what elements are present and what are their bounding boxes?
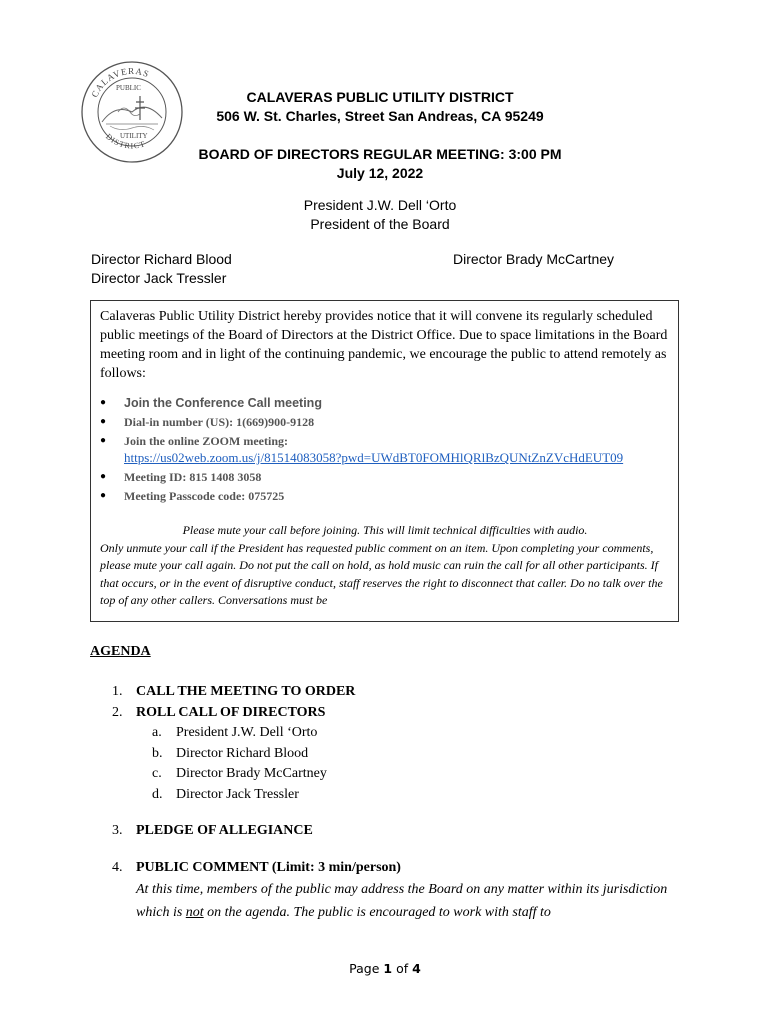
page-total: 4 bbox=[412, 961, 421, 976]
agenda-item-number: 3. bbox=[112, 823, 123, 838]
remote-attendance-notice bbox=[90, 300, 679, 622]
roll-name: Director Richard Blood bbox=[176, 745, 309, 761]
agenda-title: AGENDA bbox=[90, 644, 151, 659]
roll-call-entry bbox=[152, 785, 672, 806]
agenda-list bbox=[112, 682, 672, 924]
agenda-item-number: 1. bbox=[112, 684, 123, 699]
president-title: President of the Board bbox=[310, 216, 450, 232]
meeting-title: BOARD OF DIRECTORS REGULAR MEETING: 3:00 PM bbox=[198, 146, 562, 162]
mute-line: Please mute your call before joining. This will limit technical difficulties with audio. bbox=[182, 523, 588, 537]
agenda-item-label: PUBLIC COMMENT (Limit: 3 min/person) bbox=[136, 859, 401, 875]
page-footer bbox=[0, 961, 770, 976]
president-name: President J.W. Dell ‘Orto bbox=[303, 197, 457, 213]
agenda-item-number: 2. bbox=[112, 704, 123, 720]
director-jack-tressler: Director Jack Tressler bbox=[91, 270, 227, 286]
president-block bbox=[150, 196, 610, 234]
agenda-item-label: CALL THE MEETING TO ORDER bbox=[136, 684, 356, 699]
roll-call-entry bbox=[152, 723, 672, 744]
seal-mid-text: PUBLIC bbox=[116, 84, 141, 92]
bullet-dial-in: ● Dial-in number (US): 1(669)900-9128 bbox=[100, 414, 670, 430]
roll-name: President J.W. Dell ‘Orto bbox=[176, 725, 318, 740]
roll-letter: c. bbox=[152, 766, 162, 781]
roll-call-list bbox=[152, 723, 672, 805]
agenda-item-public-comment bbox=[112, 858, 672, 879]
zoom-label: Join the online ZOOM meeting: bbox=[124, 434, 288, 448]
of-word: of bbox=[396, 961, 409, 976]
meeting-date: July 12, 2022 bbox=[336, 165, 424, 181]
document-header bbox=[150, 88, 610, 183]
desc-part: At this time, members of the public may address the Board on any matter within its jurisdiction which is bbox=[136, 882, 668, 920]
agenda-item-label: PLEDGE OF ALLEGIANCE bbox=[136, 823, 313, 838]
agenda-item-roll-call bbox=[112, 703, 672, 724]
roll-letter: d. bbox=[152, 786, 163, 802]
directors-left bbox=[91, 250, 232, 288]
org-name: CALAVERAS PUBLIC UTILITY DISTRICT bbox=[246, 89, 514, 105]
bullet-conference-call: ● Join the Conference Call meeting bbox=[100, 395, 670, 411]
bullet-zoom bbox=[100, 433, 670, 466]
director-brady-mccartney: Director Brady McCartney bbox=[453, 251, 615, 267]
bullet-meeting-id: ● Meeting ID: 815 1408 3058 bbox=[100, 469, 670, 485]
seal-utility-text: UTILITY bbox=[120, 132, 148, 140]
roll-letter: a. bbox=[152, 725, 162, 740]
roll-call-entry bbox=[152, 744, 672, 765]
notice-paragraph: Calaveras Public Utility District hereby provides notice that it will convene its regularly scheduled public meetings of the Board of Directors at the District Office. Due to space limitations in the Board meeting room and in light of the continuing pandemic, we encourage the public to attend remotely as follows: bbox=[100, 309, 668, 381]
director-richard-blood: Director Richard Blood bbox=[91, 251, 232, 267]
roll-name: Director Brady McCartney bbox=[176, 766, 327, 781]
zoom-meeting-link[interactable]: https://us02web.zoom.us/j/81514083058?pwd=UWdBT0FOMHlQRlBzQUNtZnZVcHdEUT09 bbox=[124, 450, 624, 465]
page-word: Page bbox=[349, 961, 380, 976]
page-number: 1 bbox=[383, 961, 393, 976]
seal-top-text: CALAVERAS bbox=[89, 65, 151, 99]
roll-call-entry bbox=[152, 764, 672, 785]
agenda-item-call-to-order bbox=[112, 682, 672, 703]
agenda-item-pledge bbox=[112, 821, 672, 842]
agenda-item-number: 4. bbox=[112, 859, 123, 875]
roll-name: Director Jack Tressler bbox=[176, 786, 299, 802]
directors-right bbox=[453, 250, 614, 269]
public-comment-description bbox=[136, 878, 672, 924]
roll-letter: b. bbox=[152, 745, 163, 761]
mute-paragraph: Only unmute your call if the President has requested public comment on an item. Upon completing your comments, please mute your call again. Do not put the call on hold, as hold music can ruin the call for all other participants. If that occurs, or in the event of disruptive conduct, staff reserves the right to disconnect that caller. Do no talk over the top of any other callers. Conversations must be bbox=[100, 540, 663, 607]
mute-instructions bbox=[100, 522, 670, 610]
seal-bottom-text: DISTRICT bbox=[104, 131, 147, 151]
attendance-bullets bbox=[100, 395, 670, 504]
org-address: 506 W. St. Charles, Street San Andreas, CA 95249 bbox=[216, 108, 544, 124]
desc-not: not bbox=[185, 905, 204, 920]
svg-text:CALAVERAS bbox=[89, 66, 151, 99]
agenda-item-label: ROLL CALL OF DIRECTORS bbox=[136, 704, 326, 720]
desc-part: on the agenda. The public is encouraged to work with staff to bbox=[203, 905, 551, 920]
bullet-passcode: ● Meeting Passcode code: 075725 bbox=[100, 488, 670, 504]
